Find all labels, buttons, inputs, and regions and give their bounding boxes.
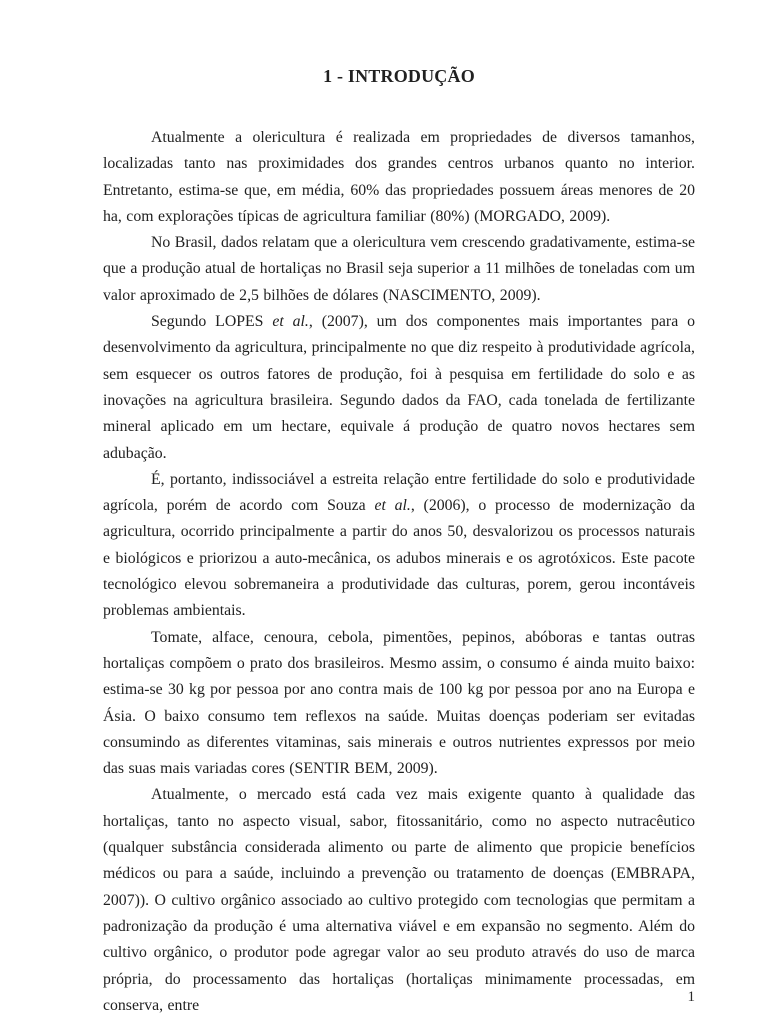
paragraph — [103, 125, 695, 230]
paragraph — [103, 309, 695, 467]
page-number: 1 — [687, 989, 695, 1005]
text-segment: , (2007), um dos componentes mais importantes para o desenvolvimento da agricultura, principalmente no que diz respeito à produtividade agrícola, sem esquecer os outros fatores de produção, foi à pesquisa em fertilidade do solo e as inovações na agricultura brasileira. Segundo dados da FAO, cada tonelada de fertilizante mineral aplicado em um hectare, equivale á produção de quatro novos hectares sem adubação. — [103, 313, 695, 462]
text-segment: Atualmente, o mercado está cada vez mais exigente quanto à qualidade das hortaliças, tanto no aspecto visual, sabor, fitossanitário, como no aspecto nutracêutico (qualquer substância considerada alimento ou parte de alimento que propicie benefícios médicos ou para a saúde, incluindo a prevenção ou tratamento de doenças (EMBRAPA, 2007)). O cultivo orgânico associado ao cultivo protegido com tecnologias que permitam a padronização da produção é uma alternativa viável e em expansão no segmento. Além do cultivo orgânico, o produtor pode agregar valor ao seu produto através do uso de marca própria, do processamento das hortaliças (hortaliças minimamente processadas, em conserva, entre — [103, 786, 695, 1014]
text-segment: , (2006), o processo de modernização da agricultura, ocorrido principalmente a partir do anos 50, desvalorizou os processos naturais e biológicos e priorizou a auto-mecânica, os adubos minerais e os agrotóxicos. Este pacote tecnológico elevou sobremaneira a produtividade das culturas, porem, gerou incontáveis problemas ambientais. — [103, 497, 695, 620]
page-title: 1 - INTRODUÇÃO — [323, 66, 475, 86]
citation-et-al: et al. — [374, 497, 411, 515]
paragraph — [103, 782, 695, 1019]
text-segment: Segundo LOPES — [151, 313, 273, 331]
text-segment: Atualmente a olericultura é realizada em propriedades de diversos tamanhos, localizadas tanto nas proximidades dos grandes centros urbanos quanto no interior. Entretanto, estima-se que, em média, 60% das propriedades possuem áreas menores de 20 ha, com explorações típicas de agricultura familiar (80%) (MORGADO, 2009). — [103, 129, 695, 225]
paragraph — [103, 230, 695, 309]
text-segment: É, portanto, indissociável a estreita relação entre fertilidade do solo e produtividade agrícola, porém de acordo com Souza — [103, 470, 695, 515]
document-body — [103, 125, 695, 1019]
text-segment: No Brasil, dados relatam que a olericultura vem crescendo gradativamente, estima-se que a produção atual de hortaliças no Brasil seja superior a 11 milhões de toneladas com um valor aproximado de 2,5 bilhões de dólares (NASCIMENTO, 2009). — [103, 234, 695, 304]
text-segment: Tomate, alface, cenoura, cebola, pimentões, pepinos, abóboras e tantas outras hortaliças compõem o prato dos brasileiros. Mesmo assim, o consumo é ainda muito baixo: estima-se 30 kg por pessoa por ano contra mais de 100 kg por pessoa por ano na Europa e Ásia. O baixo consumo tem reflexos na saúde. Muitas doenças poderiam ser evitadas consumindo as diferentes vitaminas, sais minerais e outros nutrientes expressos por meio das suas mais variadas cores (SENTIR BEM, 2009). — [103, 628, 695, 778]
paragraph — [103, 625, 695, 783]
paragraph — [103, 467, 695, 625]
citation-et-al: et al. — [272, 313, 309, 331]
